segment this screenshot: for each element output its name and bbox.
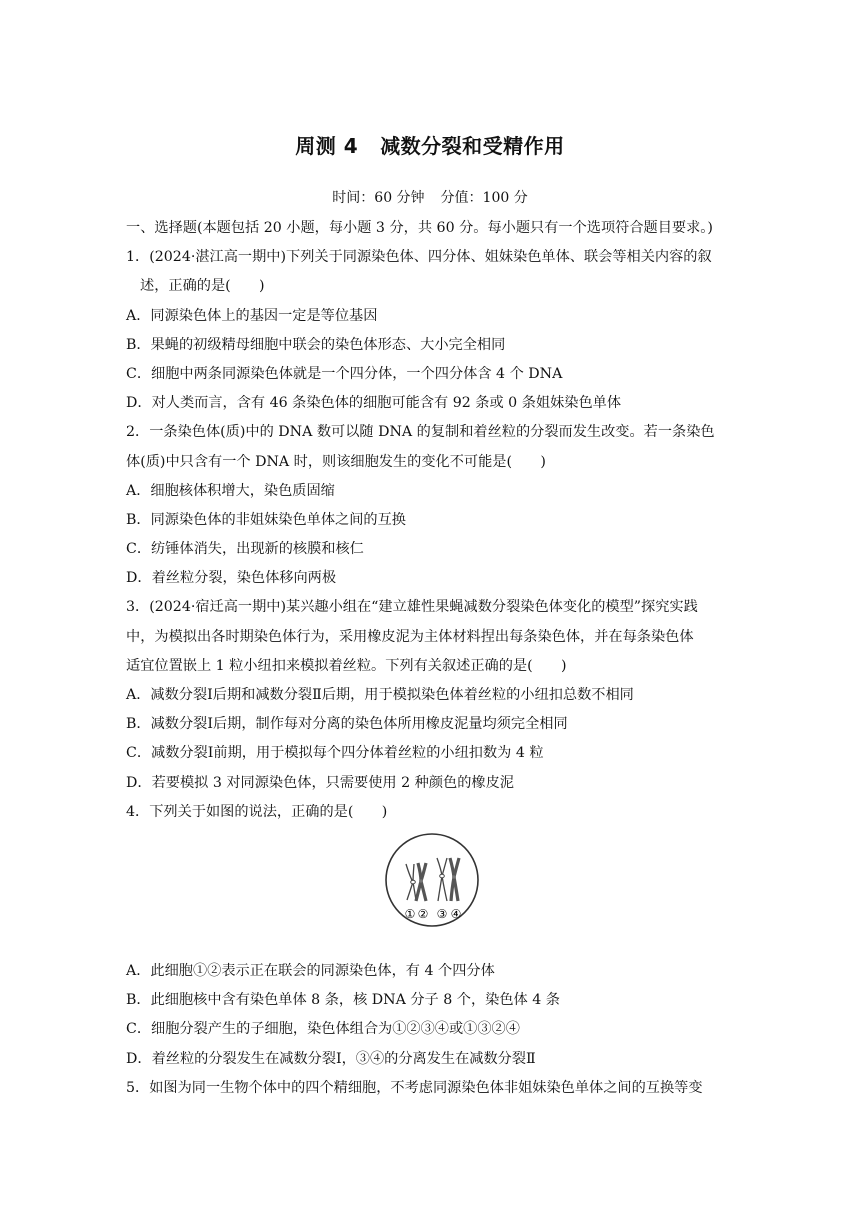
exam-score: 分值：100 分 bbox=[440, 190, 528, 206]
question-stem-line: 1．(2024·湛江高一期中)下列关于同源染色体、四分体、姐妹染色单体、联会等相关内容的叙 bbox=[126, 249, 712, 266]
question-stem-line: 中，为模拟出各时期染色体行为，采用橡皮泥为主体材料捏出每条染色体，并在每条染色体 bbox=[126, 628, 694, 645]
question-stem-line: 述，正确的是( ) bbox=[140, 278, 265, 295]
question-stem-line: 体(质)中只含有一个 DNA 时，则该细胞发生的变化不可能是( ) bbox=[126, 453, 546, 470]
question-3 bbox=[126, 593, 738, 797]
chromosome-4 bbox=[450, 858, 459, 901]
chromosome-2 bbox=[416, 863, 426, 901]
cell-diagram bbox=[383, 831, 481, 929]
option-b: B．同源染色体的非姐妹染色单体之间的互换 bbox=[126, 511, 406, 528]
option-c: C．细胞中两条同源染色体就是一个四分体，一个四分体含 4 个 DNA bbox=[126, 365, 563, 382]
title-week-number: 周测 4 bbox=[295, 134, 359, 158]
exam-content bbox=[126, 214, 738, 1103]
question-stem-line: 4．下列关于如图的说法，正确的是( ) bbox=[126, 803, 388, 820]
cell-figure bbox=[126, 827, 738, 957]
question-stem-line: 2．一条染色体(质)中的 DNA 数可以随 DNA 的复制和着丝粒的分裂而发生改变。若一条染色 bbox=[126, 424, 715, 441]
option-d: D．着丝粒分裂，染色体移向两极 bbox=[126, 570, 337, 587]
question-stem-line: 3．(2024·宿迁高一期中)某兴趣小组在“建立雄性果蝇减数分裂染色体变化的模型”探究实践 bbox=[126, 599, 698, 616]
figure-label-1: ① bbox=[404, 906, 416, 921]
figure-label-2: ② bbox=[417, 906, 429, 921]
question-stem-line: 适宜位置嵌上 1 粒小纽扣来模拟着丝粒。下列有关叙述正确的是( ) bbox=[126, 657, 567, 674]
option-d: D．若要模拟 3 对同源染色体，只需要使用 2 种颜色的橡皮泥 bbox=[126, 774, 514, 791]
exam-time: 时间：60 分钟 bbox=[332, 190, 425, 206]
chromosome-1 bbox=[406, 864, 416, 900]
question-1 bbox=[126, 243, 738, 418]
title-topic: 减数分裂和受精作用 bbox=[380, 134, 565, 158]
option-a: A．减数分裂Ⅰ后期和减数分裂Ⅱ后期，用于模拟染色体着丝粒的小纽扣总数不相同 bbox=[126, 687, 634, 703]
exam-meta bbox=[0, 187, 860, 207]
section-heading: 一、选择题(本题包括 20 小题，每小题 3 分，共 60 分。每小题只有一个选项符合题目要求。) bbox=[126, 220, 713, 236]
question-stem-line: 5．如图为同一生物个体中的四个精细胞，不考虑同源染色体非姐妹染色单体之间的互换等变 bbox=[126, 1079, 703, 1096]
option-d: D．对人类而言，含有 46 条染色体的细胞可能含有 92 条或 0 条姐妹染色单体 bbox=[126, 395, 622, 412]
option-b: B．果蝇的初级精母细胞中联会的染色体形态、大小完全相同 bbox=[126, 336, 506, 353]
option-c: C．减数分裂Ⅰ前期，用于模拟每个四分体着丝粒的小纽扣数为 4 粒 bbox=[126, 745, 544, 762]
option-b: B．此细胞核中含有染色单体 8 条，核 DNA 分子 8 个，染色体 4 条 bbox=[126, 992, 560, 1009]
option-b: B．减数分裂Ⅰ后期，制作每对分离的染色体所用橡皮泥量均须完全相同 bbox=[126, 716, 568, 733]
chromosome-3 bbox=[437, 858, 447, 901]
cell-membrane bbox=[386, 834, 478, 926]
option-d: D．着丝粒的分裂发生在减数分裂Ⅰ，③④的分离发生在减数分裂Ⅱ bbox=[126, 1050, 536, 1067]
question-5 bbox=[126, 1074, 738, 1103]
option-c: C．细胞分裂产生的子细胞，染色体组合为①②③④或①③②④ bbox=[126, 1021, 520, 1038]
option-a: A．同源染色体上的基因一定是等位基因 bbox=[126, 307, 378, 324]
page-title bbox=[0, 130, 860, 159]
option-c: C．纺锤体消失，出现新的核膜和核仁 bbox=[126, 541, 364, 558]
option-a: A．细胞核体积增大，染色质固缩 bbox=[126, 482, 335, 499]
question-2 bbox=[126, 418, 738, 593]
figure-label-3: ③ bbox=[436, 906, 448, 921]
question-4 bbox=[126, 798, 738, 1074]
option-a: A．此细胞①②表示正在联会的同源染色体，有 4 个四分体 bbox=[126, 962, 495, 979]
figure-label-4: ④ bbox=[450, 906, 462, 921]
